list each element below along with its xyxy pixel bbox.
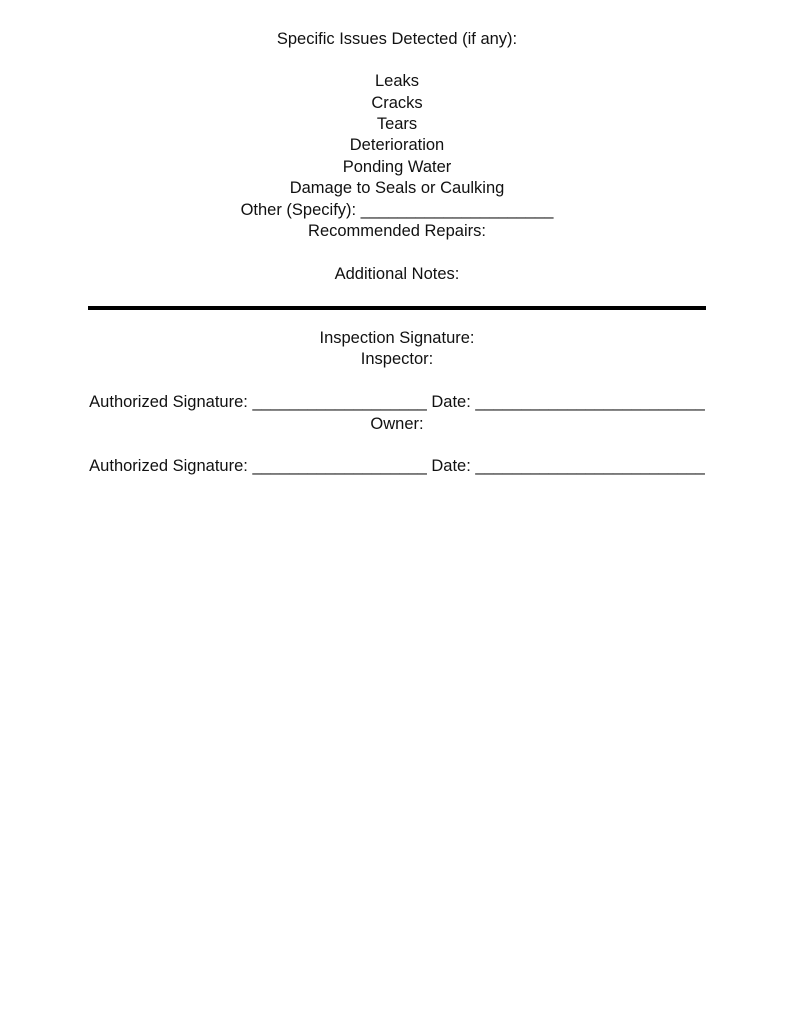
issue-item-ponding-water: Ponding Water [342, 158, 452, 176]
issue-item-other-specify: Other (Specify): _____________________ [240, 201, 554, 219]
issue-item-leaks: Leaks [374, 72, 420, 90]
recommended-repairs-label: Recommended Repairs: [308, 222, 486, 240]
signatures-heading: Inspection Signature: [319, 329, 475, 347]
issue-item-damage-seals: Damage to Seals or Caulking [289, 179, 505, 197]
additional-notes-label: Additional Notes: [334, 265, 460, 283]
issue-item-tears: Tears [376, 115, 418, 133]
section-divider [88, 306, 706, 310]
owner-signature-line: Authorized Signature: ___________________ Date: _________________________ [89, 457, 705, 475]
inspector-signature-line: Authorized Signature: ___________________ Date: _________________________ [89, 393, 705, 411]
issue-item-deterioration: Deterioration [349, 136, 445, 154]
issues-heading: Specific Issues Detected (if any): [276, 30, 518, 48]
issue-item-cracks: Cracks [371, 94, 423, 112]
owner-label: Owner: [370, 415, 424, 433]
inspector-label: Inspector: [360, 350, 434, 368]
